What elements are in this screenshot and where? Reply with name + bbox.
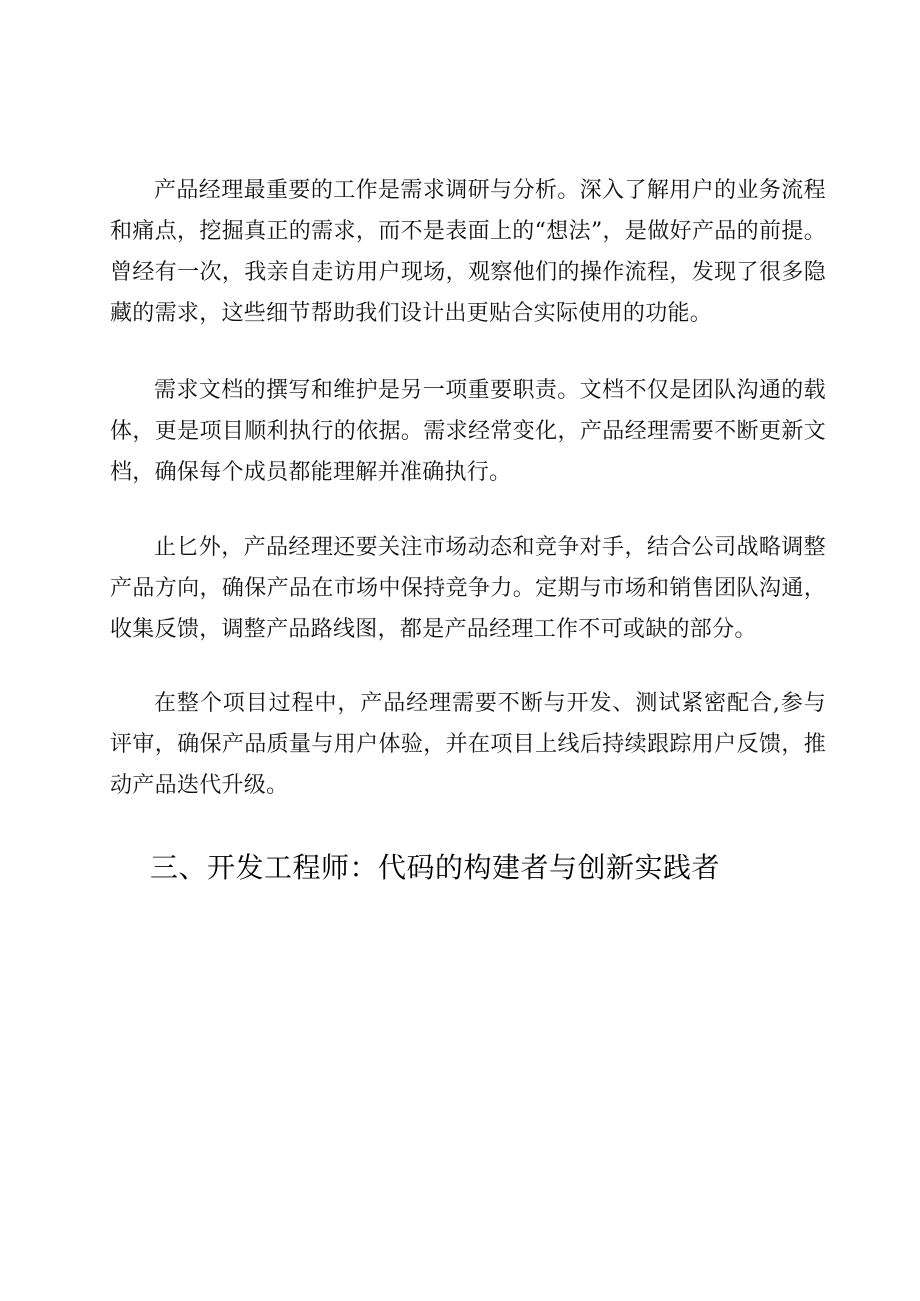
paragraph-requirements-documentation: 需求文档的撰写和维护是另一项重要职责。文档不仅是团队沟通的载体，更是项目顺利执行的依据。需求经常变化，产品经理需要不断更新文档，确保每个成员都能理解并准确执行。 <box>110 378 826 485</box>
paragraph-requirements-research: 产品经理最重要的工作是需求调研与分析。深入了解用户的业务流程和痛点，挖掘真正的需求，而不是表面上的“想法”，是做好产品的前提。曾经有一次，我亲自走访用户现场，观察他们的操作流程，发现了很多隐藏的需求，这些细节帮助我们设计出更贴合实际使用的功能。 <box>110 178 826 326</box>
paragraph-project-collaboration: 在整个项目过程中，产品经理需要不断与开发、测试紧密配合,参与评审，确保产品质量与用户体验，并在项目上线后持续跟踪用户反馈，推动产品迭代升级。 <box>110 691 826 798</box>
paragraph-market-dynamics: 止匕外，产品经理还要关注市场动态和竞争对手，结合公司战略调整产品方向，确保产品在市场中保持竞争力。定期与市场和销售团队沟通，收集反馈，调整产品路线图，都是产品经理工作不可或缺的部分。 <box>110 535 826 642</box>
section-heading: 三、开发工程师：代码的构建者与创新实践者 <box>150 851 721 884</box>
document-page <box>110 170 826 888</box>
